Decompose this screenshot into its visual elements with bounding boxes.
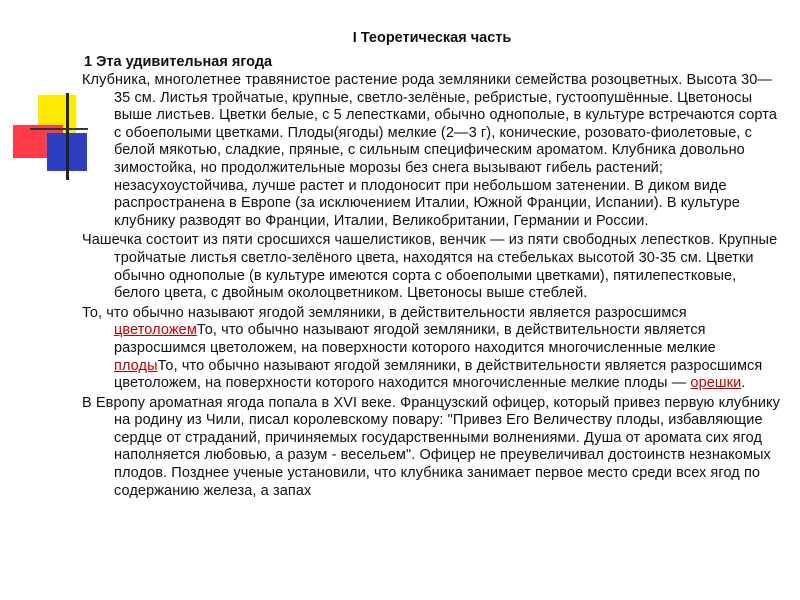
- link-tsvetolozhe[interactable]: цветоложем: [114, 322, 197, 339]
- link-plody[interactable]: плоды: [114, 357, 158, 374]
- text-fragment: То, что обычно называют ягодой земляники, в действительности является разросшимся: [82, 304, 687, 321]
- page-title: I Теоретическая часть: [352, 30, 512, 46]
- text-fragment: .: [741, 375, 746, 392]
- paragraph-berry: [82, 305, 782, 393]
- text-fragment: То, что обычно называют ягодой земляники, в действительности является разросшимся цветоложем, на поверхности которого находится многочисленные мелкие: [114, 322, 716, 356]
- paragraph-flower: Чашечка состоит из пяти сросшихся чашелистиков, венчик — из пяти свободных лепестков. Крупные тройчатые листья светло-зелёного цвета, находятся на стебельках высотой 30-35 см. Цветки обычно однополые (в культуре имеются сорта с обоеполыми цветками), пятилепестковые, белого цвета, с двойным околоцветником. Цветоносы выше стеблей.: [82, 232, 778, 302]
- decor-vertical-line: [66, 93, 69, 180]
- text-fragment: То, что обычно называют ягодой земляники, в действительности является разросшимся цветоложем, на поверхности которого находится многочисленные мелкие плоды —: [114, 357, 763, 392]
- slide-content: [82, 29, 782, 502]
- decor-horizontal-line: [30, 128, 88, 130]
- paragraph-description: Клубника, многолетнее травянистое растение рода земляники семейства розоцветных. Высота 30—35 см. Листья тройчатые, крупные, светло-зелёные, ребристые, густоопушённые. Цветоносы выше листьев. Цветки белые, с 5 лепестками, обычно однополые, в культуре встречаются сорта с обоеполыми цветками. Плоды(ягоды) мелкие (2—3 г), конические, розовато-фиолетовые, с белой мякотью, сладкие, пряные, с сильным специфическим ароматом. Клубника довольно зимостойка, но продолжительные морозы без снега вызывают гибель растений; незасухоустойчива, лучше растет и плодоносит при небольшом затенении. В диком виде распространена в Европе (за исключением Италии, Южной Франции, Испании). В культуре клубнику разводят во Франции, Италии, Великобритании, Германии и России.: [82, 72, 777, 229]
- link-oreshki[interactable]: орешки: [690, 375, 742, 392]
- paragraph-history: В Европу ароматная ягода попала в XVI веке. Французский офицер, который привез первую клубнику на родину из Чили, писал королевскому повару: "Привез Его Величеству плоды, избавляющие сердце от страданий, причиняемых государственными волнениями. Душа от аромата сих ягод наполняется любовью, а разум - весельем". Офицер не преувеличивал достоинств незнакомых плодов. Позднее ученые установили, что клубника занимает первое место среди всех ягод по содержанию железа, а запах: [82, 394, 781, 499]
- section-heading: 1 Эта удивительная ягода: [84, 54, 273, 70]
